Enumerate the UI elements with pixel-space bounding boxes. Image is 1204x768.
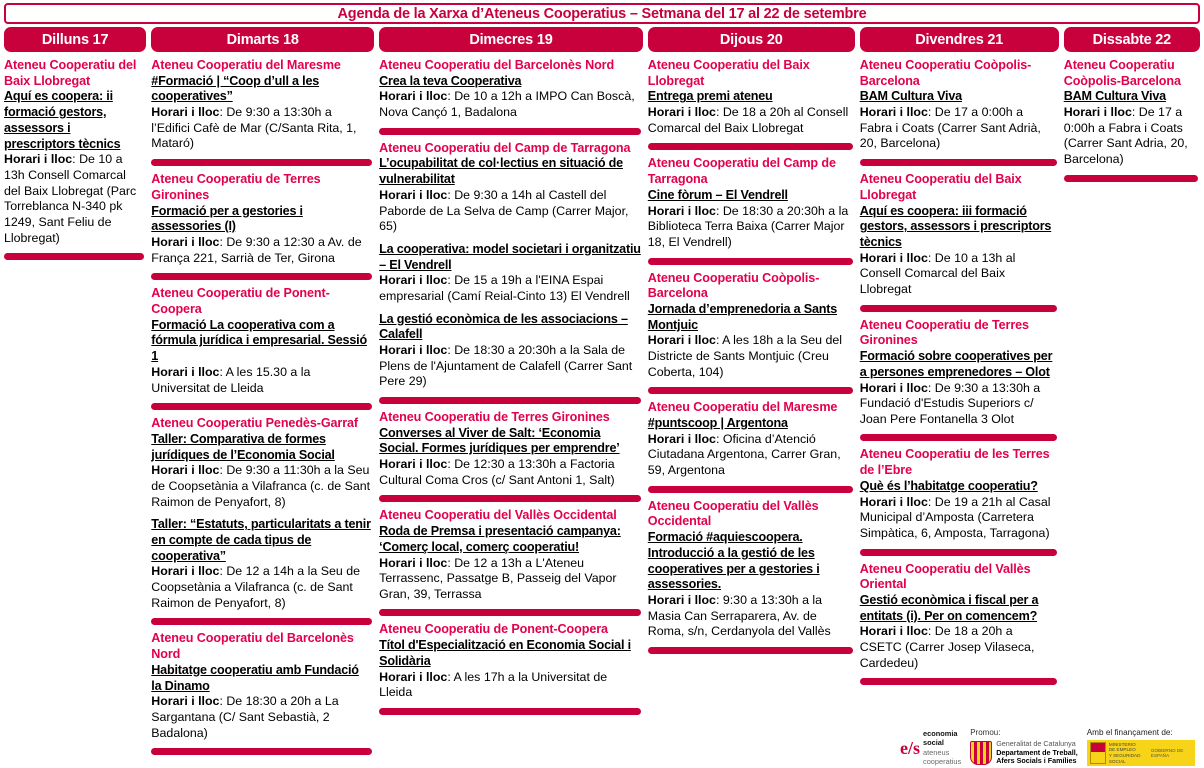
event-detail: Horari i lloc: De 10 a 12h a IMPO Can Boscà, Nova Cançó 1, Badalona (379, 89, 635, 120)
event-block (379, 508, 641, 616)
event-title[interactable]: Formació #aquiescoopera. Introducció a la gestió de les cooperatives per a gestories i assessories. (647, 530, 820, 592)
logo-afers: Afers Socials i Famílies (996, 756, 1077, 766)
event-title[interactable]: Habitatge cooperatiu amb Fundació la Dinamo (151, 662, 359, 693)
horari-label: Horari i lloc (4, 152, 73, 167)
horari-value: De 18:30 a 20:30h a la Sala de Plens de l'Ajuntament de Calafell (Carrer Sant Pere 29) (379, 342, 633, 389)
event-organizer: Ateneu Cooperatiu del Maresme (647, 400, 838, 415)
horari-label: Horari i lloc (379, 89, 448, 104)
horari-label: Horari i lloc (647, 593, 716, 608)
event-block (379, 58, 641, 135)
event-item (648, 530, 853, 640)
event-item (1064, 89, 1198, 167)
horari-value: De 10 a 13h Consell Comarcal del Baix Llobregat (Parc Torreblanca N-340 pk 1249, Sant Feliu de Llobregat) (4, 152, 137, 245)
event-block (648, 156, 853, 264)
event-organizer: Ateneu Cooperatiu Coòpolis-Barcelona (647, 270, 820, 301)
event-organizer: Ateneu Cooperatiu de les Terres de l’Ebre (859, 447, 1050, 478)
event-divider (151, 403, 372, 410)
event-divider (379, 397, 641, 404)
event-divider (1064, 175, 1198, 182)
event-item (648, 416, 853, 479)
footer-logos (900, 728, 1200, 766)
horari-label: Horari i lloc (647, 105, 716, 120)
event-title[interactable]: Jornada d’emprenedoria a Sants Montjuic (647, 302, 838, 332)
event-title[interactable]: Gestió econòmica i fiscal per a entitats (i). Per on comencem? (859, 592, 1039, 623)
event-organizer: Ateneu Cooperatiu del Barcelonès Nord (151, 631, 354, 662)
event-title[interactable]: Converses al Viver de Salt: ‘Economia Social. Formes jurídiques per emprendre’ (379, 425, 620, 456)
logo-generalitat: Generalitat de Catalunya (996, 739, 1076, 749)
event-title[interactable]: Cine fòrum – El Vendrell (647, 187, 788, 202)
event-organizer: Ateneu Cooperatiu del Vallès Occidental (379, 508, 617, 523)
event-title[interactable]: Formació per a gestories i assessories (I) (151, 203, 303, 234)
horari-label: Horari i lloc (379, 273, 448, 288)
economia-social-logo (900, 729, 961, 766)
event-organizer: Ateneu Cooperatiu del Vallès Oriental (859, 561, 1031, 592)
event-title[interactable]: La gestió econòmica de les associacions – Calafell (379, 311, 628, 342)
catalan-flag-icon (970, 741, 992, 765)
generalitat-logo-block (970, 728, 1077, 766)
event-block (151, 58, 372, 166)
horari-label: Horari i lloc (379, 342, 448, 357)
event-divider (648, 143, 853, 150)
event-title[interactable]: Aquí es coopera: ii formació gestors, assessors i prescriptors tècnics (4, 89, 121, 151)
horari-label: Horari i lloc (859, 494, 928, 509)
event-organizer: Ateneu Cooperatiu del Camp de Tarragona (647, 156, 836, 187)
day-column-dimarts (151, 58, 374, 761)
event-item (151, 517, 372, 611)
event-item (151, 663, 372, 741)
horari-label: Horari i lloc (647, 203, 716, 218)
event-title[interactable]: #Formació | “Coop d’ull a les cooperatives” (151, 73, 320, 104)
horari-value: De 9:30 a 11:30h a la Seu de Coopsetània a Vilafranca (c. de Sant Raimon de Penyafort, 8) (151, 463, 371, 509)
day-column-dissabte (1064, 58, 1200, 188)
horari-value: De 9:30 a 12:30 a Av. de França 221, Sarrià de Ter, Girona (151, 235, 362, 265)
event-divider (379, 708, 641, 715)
event-title[interactable]: BAM Cultura Viva (1063, 89, 1166, 104)
event-divider (151, 748, 372, 755)
horari-label: Horari i lloc (1063, 105, 1132, 120)
event-title[interactable]: Títol d'Especialització en Economia Social i Solidària (379, 638, 631, 668)
event-item (151, 318, 372, 396)
day-header-dilluns[interactable]: Dilluns 17 (4, 27, 146, 52)
event-item (648, 302, 853, 380)
event-organizer: Ateneu Cooperatiu del Baix Llobregat (647, 58, 810, 88)
horari-value: A les 17h a la Universitat de Lleida (379, 669, 608, 700)
event-item (860, 349, 1057, 427)
event-detail: Horari i lloc: De 18:30 a 20:30h a la Sala de Plens de l'Ajuntament de Calafell (Carrer Sant Pere 29) (379, 342, 633, 389)
percent-icon: e/s (900, 737, 920, 758)
event-detail: Horari i lloc: De 9:30 a 13:30h a Fundació d'Estudis Superiors c/ Joan Pere Fontanella 3 Olot (859, 380, 1041, 426)
event-detail: Horari i lloc: De 12 a 14h a la Seu de Coopsetània a Vilafranca (c. de Sant Raimon de Penyafort, 8) (151, 564, 360, 610)
event-organizer: Ateneu Cooperatiu de Terres Gironines (379, 409, 610, 424)
day-column-divendres (860, 58, 1059, 691)
event-organizer: Ateneu Cooperatiu de Terres Gironines (859, 317, 1029, 348)
event-detail: Horari i lloc: De 18 a 20h a CSETC (Carrer Josep Vilaseca, Cardedeu) (859, 624, 1035, 670)
event-item (4, 89, 144, 246)
event-title[interactable]: Crea la teva Cooperativa (379, 73, 522, 88)
horari-value: A les 18h a la Seu del Districte de Sants Montjuic (Creu Coberta, 104) (647, 333, 843, 379)
event-item (379, 426, 641, 489)
event-title[interactable]: Entrega premi ateneu (647, 89, 773, 104)
horari-value: De 19 a 21h al Casal Municipal d’Amposta (Carretera Simpàtica, 6, Amposta, Tarragona) (859, 494, 1051, 540)
event-title[interactable]: L’ocupabilitat de col·lectius en situació de vulnerabilitat (379, 156, 623, 187)
event-block (648, 499, 853, 654)
event-divider (151, 618, 372, 625)
event-item (379, 524, 641, 602)
event-item (151, 74, 372, 152)
horari-label: Horari i lloc (859, 105, 928, 120)
event-detail: Horari i lloc: De 18:30 a 20h a La Sargantana (C/ Sant Sebastià, 2 Badalona) (151, 694, 339, 740)
event-organizer: Ateneu Cooperatiu Penedès-Garraf (151, 416, 359, 431)
horari-label: Horari i lloc (647, 333, 716, 348)
event-item (151, 432, 372, 510)
event-block (648, 58, 853, 150)
event-organizer: Ateneu Cooperatiu de Ponent-Coopera (151, 286, 330, 316)
horari-label: Horari i lloc (379, 555, 448, 570)
event-detail: Horari i lloc: Oficina d’Atenció Ciutadana Argentona, Carrer Gran, 59, Argentona (647, 431, 841, 478)
event-divider (379, 495, 641, 502)
event-item (648, 89, 853, 136)
horari-value: De 9:30 a 13:30h a l’Edifici Cafè de Mar (C/Santa Rita, 1, Mataró) (151, 105, 357, 151)
horari-value: De 12 a 14h a la Seu de Coopsetània a Vilafranca (c. de Sant Raimon de Penyafort, 8) (151, 564, 360, 610)
event-block (151, 631, 372, 755)
event-block (151, 416, 372, 625)
event-title[interactable]: Roda de Premsa i presentació campanya: ‘Comerç local, comerç cooperatiu! (379, 524, 621, 554)
day-header-dimecres[interactable]: Dimecres 19 (379, 27, 643, 52)
event-block (860, 562, 1057, 686)
ministerio-logo-block (1087, 728, 1195, 766)
financament-label: Amb el finançament de: (1086, 727, 1173, 737)
event-item (860, 593, 1057, 671)
horari-label: Horari i lloc (379, 457, 448, 472)
event-detail: Horari i lloc: A les 15.30 a la Universitat de Lleida (151, 364, 311, 395)
horari-value: 9:30 a 13:30h a la Masia Can Serraparera, Av. de Roma, s/n, Cerdanyola del Vallès (647, 593, 831, 639)
horari-label: Horari i lloc (151, 694, 220, 709)
event-item (648, 188, 853, 251)
event-divider (648, 486, 853, 493)
event-divider (860, 434, 1057, 441)
event-divider (379, 609, 641, 616)
event-title[interactable]: BAM Cultura Viva (859, 89, 962, 104)
event-divider (648, 258, 853, 265)
event-detail: Horari i lloc: De 9:30 a 11:30h a la Seu de Coopsetània a Vilafranca (c. de Sant Raimon de Penyafort, 8) (151, 463, 371, 509)
event-detail: Horari i lloc: De 17 a 0:00h a Fabra i Coats (Carrer Sant Adrià, 20, Barcelona) (859, 105, 1041, 151)
event-item (379, 312, 641, 390)
event-organizer: Ateneu Cooperatiu del Maresme (151, 58, 341, 72)
logo-economia: economia (923, 729, 958, 738)
logo-ateneus: ateneus (923, 747, 950, 757)
day-column-dimecres (379, 58, 643, 721)
horari-label: Horari i lloc (151, 105, 220, 120)
event-block (379, 622, 641, 714)
event-detail: Horari i lloc: A les 18h a la Seu del Districte de Sants Montjuic (Creu Coberta, 104) (647, 333, 843, 379)
event-divider (860, 549, 1057, 556)
horari-label: Horari i lloc (151, 235, 220, 250)
event-organizer: Ateneu Cooperatiu del Barcelonès Nord (379, 58, 615, 72)
event-organizer: Ateneu Cooperatiu del Baix Llobregat (859, 172, 1022, 202)
logo-social: social (923, 738, 944, 748)
event-title[interactable]: Taller: “Estatuts, particularitats a tenir en compte de cada tipus de cooperativa” (151, 517, 371, 563)
event-block (379, 141, 641, 404)
event-divider (860, 305, 1057, 312)
event-organizer: Ateneu Cooperatiu de Ponent-Coopera (379, 622, 608, 637)
spain-crest-icon (1090, 742, 1106, 764)
event-block (648, 271, 853, 395)
event-organizer: Ateneu Cooperatiu del Camp de Tarragona (379, 140, 631, 155)
horari-value: De 18:30 a 20:30h a la Biblioteca Terra Baixa (Carrer Major 18, El Vendrell) (647, 203, 849, 249)
event-detail: Horari i lloc: De 12:30 a 13:30h a Factoria Cultural Coma Cros (c/ Sant Antoni 1, Salt) (379, 457, 615, 487)
event-detail: Horari i lloc: De 17 a 0:00h a Fabra i Coats (Carrer Sant Adria, 20, Barcelona) (1063, 105, 1188, 167)
day-header-dijous[interactable]: Dijous 20 (648, 27, 855, 52)
event-block (4, 58, 144, 260)
event-item (151, 204, 372, 267)
event-item (379, 156, 641, 234)
horari-value: De 18:30 a 20h a La Sargantana (C/ Sant Sebastià, 2 Badalona) (151, 694, 339, 740)
horari-value: Oficina d’Atenció Ciutadana Argentona, Carrer Gran, 59, Argentona (647, 431, 841, 478)
page-title-bar (4, 3, 1200, 24)
event-organizer: Ateneu Cooperatiu del Vallès Occidental (647, 498, 819, 529)
horari-value: De 10 a 13h al Consell Comarcal del Baix Llobregat (859, 250, 1016, 296)
event-detail: Horari i lloc: De 10 a 13h al Consell Comarcal del Baix Llobregat (859, 250, 1016, 296)
event-title[interactable]: Formació sobre cooperatives per a persones emprenedores – Olot (859, 349, 1053, 379)
event-divider (379, 128, 641, 135)
event-divider (151, 273, 372, 280)
event-divider (648, 647, 853, 654)
event-title[interactable]: Aquí es coopera: iii formació gestors, assessors i prescriptors tècnics (859, 203, 1052, 250)
event-detail: Horari i lloc: De 19 a 21h al Casal Municipal d’Amposta (Carretera Simpàtica, 6, Amposta, Tarragona) (859, 494, 1051, 540)
event-item (860, 479, 1057, 542)
event-detail: Horari i lloc: De 18:30 a 20:30h a la Biblioteca Terra Baixa (Carrer Major 18, El Vendrell) (647, 203, 849, 249)
horari-label: Horari i lloc (859, 624, 928, 639)
event-detail: Horari i lloc: De 9:30 a 14h al Castell del Paborde de La Selva de Camp (Carrer Major, 65) (379, 187, 629, 234)
event-block (860, 447, 1057, 555)
event-block (379, 410, 641, 502)
logo-seguridad: Y SEGURIDAD SOCIAL (1108, 753, 1141, 764)
horari-label: Horari i lloc (151, 463, 220, 478)
event-title[interactable]: Què és l’habitatge cooperatiu? (859, 478, 1038, 493)
event-organizer: Ateneu Cooperatiu de Terres Gironines (151, 172, 321, 202)
event-detail: Horari i lloc: A les 17h a la Universitat de Lleida (379, 669, 608, 700)
day-column-dijous (648, 58, 855, 660)
logo-cooperatius: cooperatius (923, 756, 962, 766)
horari-label: Horari i lloc (859, 380, 928, 395)
horari-value: De 10 a 12h a IMPO Can Boscà, Nova Cançó 1, Badalona (379, 89, 635, 120)
logo-departament: Departament de Treball, (996, 747, 1078, 757)
event-detail: Horari i lloc: 9:30 a 13:30h a la Masia Can Serraparera, Av. de Roma, s/n, Cerdanyola del Vallès (647, 593, 831, 639)
event-block (860, 58, 1057, 166)
horari-label: Horari i lloc (379, 187, 448, 202)
event-divider (860, 678, 1057, 685)
event-organizer: Ateneu Cooperatiu del Baix Llobregat (4, 58, 137, 88)
event-title[interactable]: Formació La cooperativa com a fórmula jurídica i empresarial. Sessió 1 (151, 317, 367, 364)
horari-value: De 17 a 0:00h a Fabra i Coats (Carrer Sant Adria, 20, Barcelona) (1063, 105, 1188, 167)
horari-label: Horari i lloc (151, 564, 220, 579)
event-divider (860, 159, 1057, 166)
event-detail: Horari i lloc: De 9:30 a 12:30 a Av. de França 221, Sarrià de Ter, Girona (151, 235, 362, 265)
horari-value: De 12:30 a 13:30h a Factoria Cultural Coma Cros (c/ Sant Antoni 1, Salt) (379, 457, 615, 487)
event-detail: Horari i lloc: De 12 a 13h a L'Ateneu Terrassenc, Passatge B, Passeig del Vapor Gran, 39, Terrassa (379, 555, 617, 601)
horari-value: De 18 a 20h al Consell Comarcal del Baix Llobregat (647, 105, 849, 135)
event-detail: Horari i lloc: De 10 a 13h Consell Comarcal del Baix Llobregat (Parc Torreblanca N-340 pk 1249, Sant Feliu de Llobregat) (4, 152, 137, 245)
logo-ministerio: MINISTERIO (1108, 741, 1136, 747)
horari-value: De 15 a 19h a l'EINA Espai empresarial (Camí Reial-Cinto 13) El Vendrell (379, 273, 630, 303)
horari-label: Horari i lloc (859, 250, 928, 265)
event-divider (4, 253, 144, 260)
horari-value: De 12 a 13h a L'Ateneu Terrassenc, Passatge B, Passeig del Vapor Gran, 39, Terrassa (379, 555, 617, 601)
event-item (379, 242, 641, 305)
logo-gobierno: GOBIERNO DE ESPAÑA (1150, 747, 1184, 758)
horari-label: Horari i lloc (379, 669, 448, 684)
event-block (860, 318, 1057, 442)
event-detail: Horari i lloc: De 9:30 a 13:30h a l’Edifici Cafè de Mar (C/Santa Rita, 1, Mataró) (151, 105, 357, 151)
event-block (151, 172, 372, 280)
day-header-divendres[interactable]: Divendres 21 (860, 27, 1059, 52)
promou-label: Promou: (970, 727, 1001, 737)
day-header-dimarts[interactable]: Dimarts 18 (151, 27, 374, 52)
horari-value: De 17 a 0:00h a Fabra i Coats (Carrer Sant Adrià, 20, Barcelona) (859, 105, 1041, 151)
event-item (860, 89, 1057, 152)
event-block (648, 400, 853, 492)
event-title[interactable]: Taller: Comparativa de formes jurídiques de l’Economia Social (151, 431, 335, 462)
event-organizer: Ateneu Cooperatiu Coòpolis-Barcelona (1063, 58, 1181, 88)
event-divider (151, 159, 372, 166)
horari-value: De 18 a 20h a CSETC (Carrer Josep Vilaseca, Cardedeu) (859, 624, 1035, 670)
horari-value: De 9:30 a 14h al Castell del Paborde de La Selva de Camp (Carrer Major, 65) (379, 187, 629, 234)
horari-label: Horari i lloc (151, 364, 220, 379)
event-item (379, 638, 641, 701)
event-item (379, 74, 641, 121)
event-block (151, 286, 372, 410)
logo-empleo: DE EMPLEO (1108, 747, 1136, 753)
horari-label: Horari i lloc (647, 431, 716, 446)
day-header-row (4, 27, 1200, 52)
horari-value: A les 15.30 a la Universitat de Lleida (151, 364, 311, 395)
event-item (860, 204, 1057, 298)
event-detail: Horari i lloc: De 18 a 20h al Consell Comarcal del Baix Llobregat (647, 105, 849, 135)
day-columns (4, 58, 1200, 761)
day-header-dissabte[interactable]: Dissabte 22 (1064, 27, 1200, 52)
event-title[interactable]: #puntscoop | Argentona (647, 416, 788, 431)
event-detail: Horari i lloc: De 15 a 19h a l'EINA Espai empresarial (Camí Reial-Cinto 13) El Vendrell (379, 273, 630, 303)
horari-value: De 9:30 a 13:30h a Fundació d'Estudis Superiors c/ Joan Pere Fontanella 3 Olot (859, 380, 1041, 426)
event-divider (648, 387, 853, 394)
event-organizer: Ateneu Cooperatiu Coòpolis-Barcelona (859, 58, 1032, 88)
event-block (860, 172, 1057, 312)
page-title: Agenda de la Xarxa d’Ateneus Cooperatius – Setmana del 17 al 22 de setembre (337, 5, 867, 22)
event-block (1064, 58, 1198, 182)
event-title[interactable]: La cooperativa: model societari i organitzatiu – El Vendrell (379, 241, 641, 272)
day-column-dilluns (4, 58, 146, 266)
